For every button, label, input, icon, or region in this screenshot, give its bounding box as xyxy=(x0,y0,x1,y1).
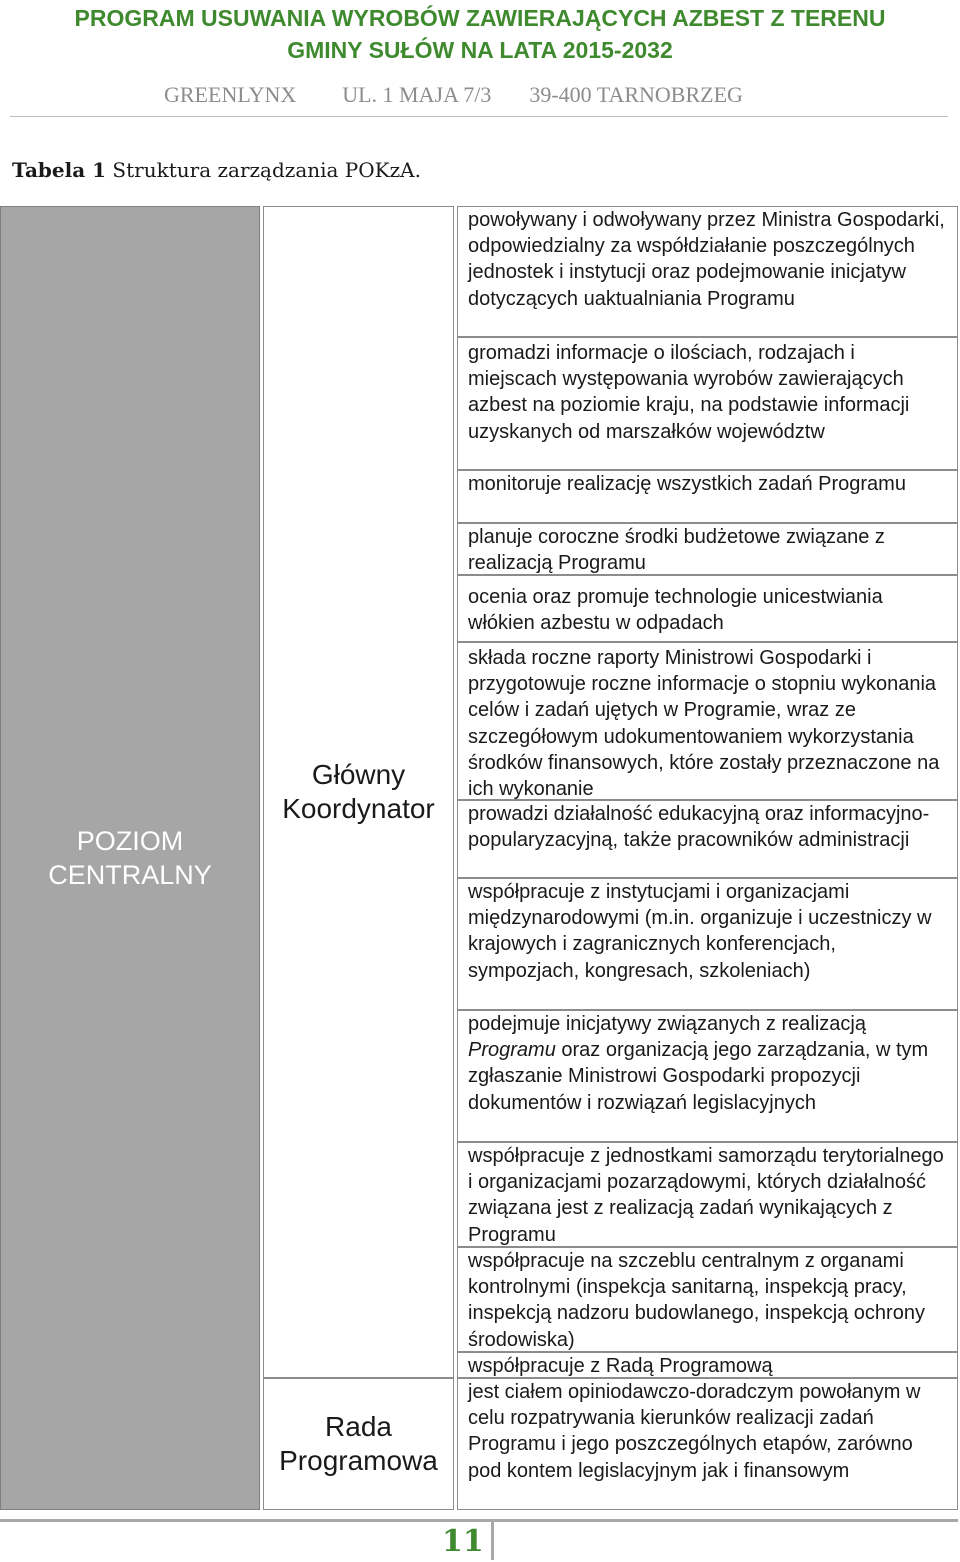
task-text: ocenia oraz promuje technologie unicestwiania włókien azbestu w odpadach xyxy=(468,586,883,635)
task-text: gromadzi informacje o ilościach, rodzajach i miejscach występowania wyrobów zawierających azbest na poziomie kraju, na podstawie informacji uzyskanych od marszałków województw xyxy=(468,342,910,443)
company-street: UL. 1 MAJA 7/3 xyxy=(342,82,492,107)
task-text: planuje coroczne środki budżetowe związane z realizacją Programu xyxy=(468,526,885,575)
role-label-council: Rada Programowa xyxy=(279,1411,438,1476)
footer-vertical-divider xyxy=(491,1522,494,1560)
task-text: współpracuje z Radą Programową xyxy=(468,1355,773,1377)
role-cell-coordinator xyxy=(264,207,453,1379)
task-row xyxy=(458,643,957,801)
task-row xyxy=(458,1353,957,1379)
task-text-before: podejmuje inicjatywy związanych z realizacją xyxy=(468,1013,866,1035)
task-text: składa roczne raporty Ministrowi Gospodarki i przygotowuje roczne informacje o stopniu wykonania celów i zadań ujętych w Programie, wraz ze szczegółowym udokumentowaniem wykorzystania środków finansowych, które zostały przeznaczone na ich wykonanie xyxy=(468,647,940,801)
header-address xyxy=(164,80,743,110)
task-row xyxy=(458,1248,957,1353)
task-row xyxy=(458,338,957,471)
task-text: powoływany i odwoływany przez Ministra Gospodarki, odpowiedzialny za współdziałanie poszczególnych jednostek i instytucji oraz podejmowanie inicjatyw dotyczących uaktualniania Programu xyxy=(468,209,945,310)
task-row xyxy=(458,879,957,1011)
task-row xyxy=(458,471,957,524)
table-caption xyxy=(12,156,421,184)
level-cell xyxy=(0,206,260,1510)
task-row xyxy=(458,524,957,576)
table-caption-label: Tabela 1 xyxy=(12,158,107,182)
tasks-column xyxy=(457,206,958,1510)
header-divider xyxy=(10,116,948,117)
task-row xyxy=(458,576,957,643)
task-row xyxy=(458,801,957,879)
table-caption-text: Struktura zarządzania POKzA. xyxy=(106,158,421,182)
task-row xyxy=(458,207,957,338)
role-cell-council xyxy=(264,1379,453,1509)
role-label-coordinator: Główny Koordynator xyxy=(282,759,435,824)
management-structure-table xyxy=(0,206,958,1510)
company-city: 39-400 TARNOBRZEG xyxy=(529,82,743,107)
task-text: prowadzi działalność edukacyjną oraz informacyjno-popularyzacyjną, także pracowników administracji xyxy=(468,803,930,852)
page-number: 11 xyxy=(442,1524,484,1559)
task-row xyxy=(458,1143,957,1248)
task-text-after: oraz organizacją jego zarządzania, w tym zgłaszanie Ministrowi Gospodarki propozycji dokumentów i rozwiązań legislacyjnych xyxy=(468,1039,929,1114)
council-task-text: jest ciałem opiniodawczo-doradczym powołanym w celu rozpatrywania kierunków realizacji zadań Programu i jego poszczególnych etapów, zarówno pod kontem legislacyjnym jak i finansowym xyxy=(468,1381,921,1482)
level-label: POZIOM CENTRALNY xyxy=(48,826,212,890)
task-text: współpracuje z instytucjami i organizacjami międzynarodowymi (m.in. organizuje i uczestniczy w krajowych i zagranicznych konferencjach, sympozjach, kongresach, szkoleniach) xyxy=(468,881,932,982)
task-text: współpracuje z jednostkami samorządu terytorialnego i organizacjami pozarządowymi, których działalność związana jest z realizacją zadań wynikających z Programu xyxy=(468,1145,944,1246)
council-task-row xyxy=(458,1379,957,1509)
company-name: GREENLYNX xyxy=(164,82,297,107)
task-text-italic: Programu xyxy=(468,1039,556,1062)
header-title-line-2: GMINY SUŁÓW NA LATA 2015-2032 xyxy=(287,37,673,63)
task-row xyxy=(458,1011,957,1143)
task-text: współpracuje na szczeblu centralnym z organami kontrolnymi (inspekcja sanitarną, inspekcją pracy, inspekcją nadzoru budowlanego, inspekcją ochrony środowiska) xyxy=(468,1250,925,1351)
header-title-line-1: PROGRAM USUWANIA WYROBÓW ZAWIERAJĄCYCH AZBEST Z TERENU xyxy=(74,5,886,31)
task-text: monitoruje realizację wszystkich zadań Programu xyxy=(468,473,906,495)
role-column xyxy=(263,206,454,1510)
